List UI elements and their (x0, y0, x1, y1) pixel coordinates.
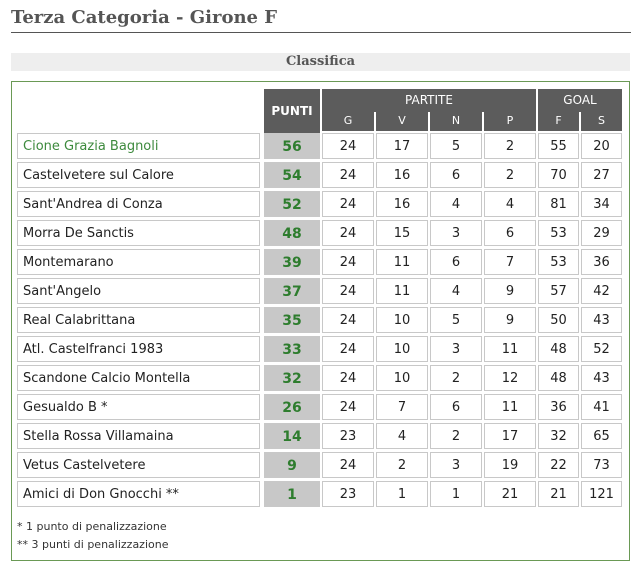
points-cell: 52 (264, 191, 320, 217)
team-name: Atl. Castelfranci 1983 (17, 336, 260, 362)
wins-cell: 4 (376, 423, 428, 449)
draws-cell: 4 (430, 278, 482, 304)
team-name: Sant'Andrea di Conza (17, 191, 260, 217)
points-cell: 37 (264, 278, 320, 304)
played-cell: 24 (322, 249, 374, 275)
header-s: S (581, 110, 622, 131)
goals-for-cell: 53 (538, 249, 579, 275)
header-punti: PUNTI (264, 89, 320, 133)
played-cell: 24 (322, 452, 374, 478)
draws-cell: 1 (430, 481, 482, 507)
wins-cell: 16 (376, 162, 428, 188)
played-cell: 23 (322, 423, 374, 449)
goals-for-cell: 55 (538, 133, 579, 159)
header-partite: PARTITE (322, 89, 536, 112)
draws-cell: 3 (430, 452, 482, 478)
goals-against-cell: 27 (581, 162, 622, 188)
goals-for-cell: 48 (538, 365, 579, 391)
section-subtitle: Classifica (11, 53, 630, 71)
draws-cell: 2 (430, 365, 482, 391)
header-g: G (322, 110, 374, 131)
goals-against-cell: 43 (581, 365, 622, 391)
wins-cell: 10 (376, 365, 428, 391)
losses-cell: 12 (484, 365, 536, 391)
wins-cell: 16 (376, 191, 428, 217)
goals-against-cell: 20 (581, 133, 622, 159)
wins-cell: 1 (376, 481, 428, 507)
points-cell: 1 (264, 481, 320, 507)
points-cell: 35 (264, 307, 320, 333)
goals-for-cell: 70 (538, 162, 579, 188)
played-cell: 24 (322, 307, 374, 333)
draws-cell: 4 (430, 191, 482, 217)
team-name: Amici di Don Gnocchi ** (17, 481, 260, 507)
draws-cell: 5 (430, 133, 482, 159)
losses-cell: 11 (484, 336, 536, 362)
team-name: Morra De Sanctis (17, 220, 260, 246)
header-goal: GOAL (538, 89, 622, 112)
played-cell: 24 (322, 162, 374, 188)
losses-cell: 2 (484, 133, 536, 159)
team-name: Scandone Calcio Montella (17, 365, 260, 391)
points-cell: 14 (264, 423, 320, 449)
played-cell: 23 (322, 481, 374, 507)
goals-for-cell: 22 (538, 452, 579, 478)
points-cell: 54 (264, 162, 320, 188)
losses-cell: 9 (484, 307, 536, 333)
goals-for-cell: 50 (538, 307, 579, 333)
goals-against-cell: 65 (581, 423, 622, 449)
header-f: F (538, 110, 579, 131)
losses-cell: 4 (484, 191, 536, 217)
draws-cell: 3 (430, 336, 482, 362)
team-name: Sant'Angelo (17, 278, 260, 304)
goals-against-cell: 34 (581, 191, 622, 217)
played-cell: 24 (322, 133, 374, 159)
points-cell: 33 (264, 336, 320, 362)
goals-against-cell: 121 (581, 481, 622, 507)
losses-cell: 21 (484, 481, 536, 507)
losses-cell: 19 (484, 452, 536, 478)
losses-cell: 9 (484, 278, 536, 304)
wins-cell: 2 (376, 452, 428, 478)
points-cell: 26 (264, 394, 320, 420)
wins-cell: 11 (376, 278, 428, 304)
goals-against-cell: 42 (581, 278, 622, 304)
draws-cell: 6 (430, 249, 482, 275)
points-cell: 32 (264, 365, 320, 391)
points-cell: 48 (264, 220, 320, 246)
team-name: Stella Rossa Villamaina (17, 423, 260, 449)
goals-for-cell: 21 (538, 481, 579, 507)
goals-against-cell: 43 (581, 307, 622, 333)
header-v: V (376, 110, 428, 131)
goals-for-cell: 48 (538, 336, 579, 362)
wins-cell: 10 (376, 307, 428, 333)
draws-cell: 3 (430, 220, 482, 246)
draws-cell: 6 (430, 162, 482, 188)
draws-cell: 2 (430, 423, 482, 449)
footnote-penalty-2: ** 3 punti di penalizzazione (17, 538, 169, 551)
goals-against-cell: 29 (581, 220, 622, 246)
header-n: N (430, 110, 482, 131)
played-cell: 24 (322, 191, 374, 217)
played-cell: 24 (322, 336, 374, 362)
header-p: P (484, 110, 536, 131)
team-name: Montemarano (17, 249, 260, 275)
page-title: Terza Categoria - Girone F (11, 4, 631, 33)
draws-cell: 5 (430, 307, 482, 333)
played-cell: 24 (322, 365, 374, 391)
played-cell: 24 (322, 278, 374, 304)
wins-cell: 10 (376, 336, 428, 362)
team-name: Real Calabrittana (17, 307, 260, 333)
goals-for-cell: 36 (538, 394, 579, 420)
wins-cell: 17 (376, 133, 428, 159)
losses-cell: 7 (484, 249, 536, 275)
goals-for-cell: 81 (538, 191, 579, 217)
team-name[interactable]: Cione Grazia Bagnoli (17, 133, 260, 159)
losses-cell: 2 (484, 162, 536, 188)
goals-against-cell: 73 (581, 452, 622, 478)
team-name: Castelvetere sul Calore (17, 162, 260, 188)
wins-cell: 15 (376, 220, 428, 246)
goals-against-cell: 52 (581, 336, 622, 362)
played-cell: 24 (322, 220, 374, 246)
losses-cell: 6 (484, 220, 536, 246)
goals-for-cell: 53 (538, 220, 579, 246)
team-name: Vetus Castelvetere (17, 452, 260, 478)
team-name: Gesualdo B * (17, 394, 260, 420)
footnote-penalty-1: * 1 punto di penalizzazione (17, 520, 167, 533)
goals-for-cell: 32 (538, 423, 579, 449)
losses-cell: 11 (484, 394, 536, 420)
wins-cell: 7 (376, 394, 428, 420)
goals-for-cell: 57 (538, 278, 579, 304)
goals-against-cell: 41 (581, 394, 622, 420)
played-cell: 24 (322, 394, 374, 420)
points-cell: 56 (264, 133, 320, 159)
draws-cell: 6 (430, 394, 482, 420)
wins-cell: 11 (376, 249, 428, 275)
losses-cell: 17 (484, 423, 536, 449)
points-cell: 9 (264, 452, 320, 478)
points-cell: 39 (264, 249, 320, 275)
goals-against-cell: 36 (581, 249, 622, 275)
